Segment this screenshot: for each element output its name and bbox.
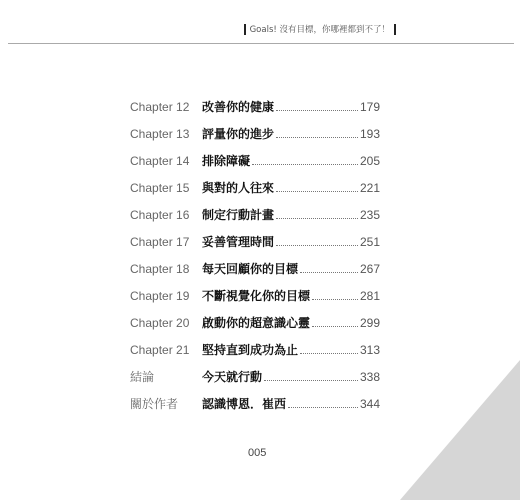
header-left-bar	[244, 24, 246, 35]
chapter-title: 制定行動計畫	[202, 208, 275, 222]
book-title: Goals! 沒有目標，你哪裡都到不了！	[249, 25, 390, 35]
page-number: 005	[248, 447, 267, 459]
toc-entry	[130, 341, 380, 361]
header-divider	[8, 43, 514, 44]
dot-leader	[312, 298, 358, 300]
page-ref: 267	[359, 262, 380, 276]
page-ref: 338	[359, 370, 380, 384]
chapter-title: 排除障礙	[202, 154, 251, 168]
dot-leader	[276, 244, 358, 246]
chapter-title: 與對的人往來	[202, 181, 275, 195]
dot-leader	[264, 379, 358, 381]
toc-entry	[130, 179, 380, 199]
page-ref: 221	[359, 181, 380, 195]
chapter-title: 認識博恩．崔西	[202, 397, 287, 411]
chapter-title: 堅持直到成功為止	[202, 343, 299, 357]
chapter-label: Chapter 21	[130, 343, 190, 357]
chapter-title: 妥善管理時間	[202, 235, 275, 249]
page-ref: 179	[359, 100, 380, 114]
chapter-title: 每天回顧你的目標	[202, 262, 299, 276]
page-ref: 205	[359, 154, 380, 168]
chapter-label: Chapter 14	[130, 154, 190, 168]
dot-leader	[288, 406, 358, 408]
toc-entry	[130, 152, 380, 172]
page-ref: 313	[359, 343, 380, 357]
chapter-label: Chapter 15	[130, 181, 190, 195]
chapter-label: 結論	[130, 370, 155, 384]
toc-entry	[130, 395, 380, 415]
toc-entry	[130, 287, 380, 307]
dot-leader	[252, 163, 358, 165]
dot-leader	[276, 109, 358, 111]
dot-leader	[300, 271, 358, 273]
chapter-title: 不斷視覺化你的目標	[202, 289, 311, 303]
page-ref: 235	[359, 208, 380, 222]
page-ref: 251	[359, 235, 380, 249]
dot-leader	[312, 325, 358, 327]
chapter-title: 今天就行動	[202, 370, 263, 384]
chapter-title: 啟動你的超意識心靈	[202, 316, 311, 330]
page-ref: 281	[359, 289, 380, 303]
chapter-label: Chapter 18	[130, 262, 190, 276]
running-header	[244, 23, 396, 35]
toc-entry	[130, 206, 380, 226]
chapter-label: Chapter 16	[130, 208, 190, 222]
page-ref: 344	[359, 397, 380, 411]
page-ref: 193	[359, 127, 380, 141]
dot-leader	[300, 352, 358, 354]
dot-leader	[276, 190, 358, 192]
chapter-label: Chapter 20	[130, 316, 190, 330]
corner-triangle-decoration	[400, 360, 520, 500]
toc-entry	[130, 314, 380, 334]
page-ref: 299	[359, 316, 380, 330]
chapter-title: 評量你的進步	[202, 127, 275, 141]
toc-entry	[130, 233, 380, 253]
chapter-title: 改善你的健康	[202, 100, 275, 114]
toc-entry	[130, 98, 380, 118]
toc-entry	[130, 260, 380, 280]
chapter-label: Chapter 17	[130, 235, 190, 249]
toc-entry	[130, 368, 380, 388]
chapter-label: Chapter 13	[130, 127, 190, 141]
dot-leader	[276, 136, 358, 138]
chapter-label: Chapter 12	[130, 100, 190, 114]
dot-leader	[276, 217, 358, 219]
toc-entry	[130, 125, 380, 145]
header-right-bar	[394, 24, 396, 35]
chapter-label: 關於作者	[130, 397, 179, 411]
chapter-label: Chapter 19	[130, 289, 190, 303]
